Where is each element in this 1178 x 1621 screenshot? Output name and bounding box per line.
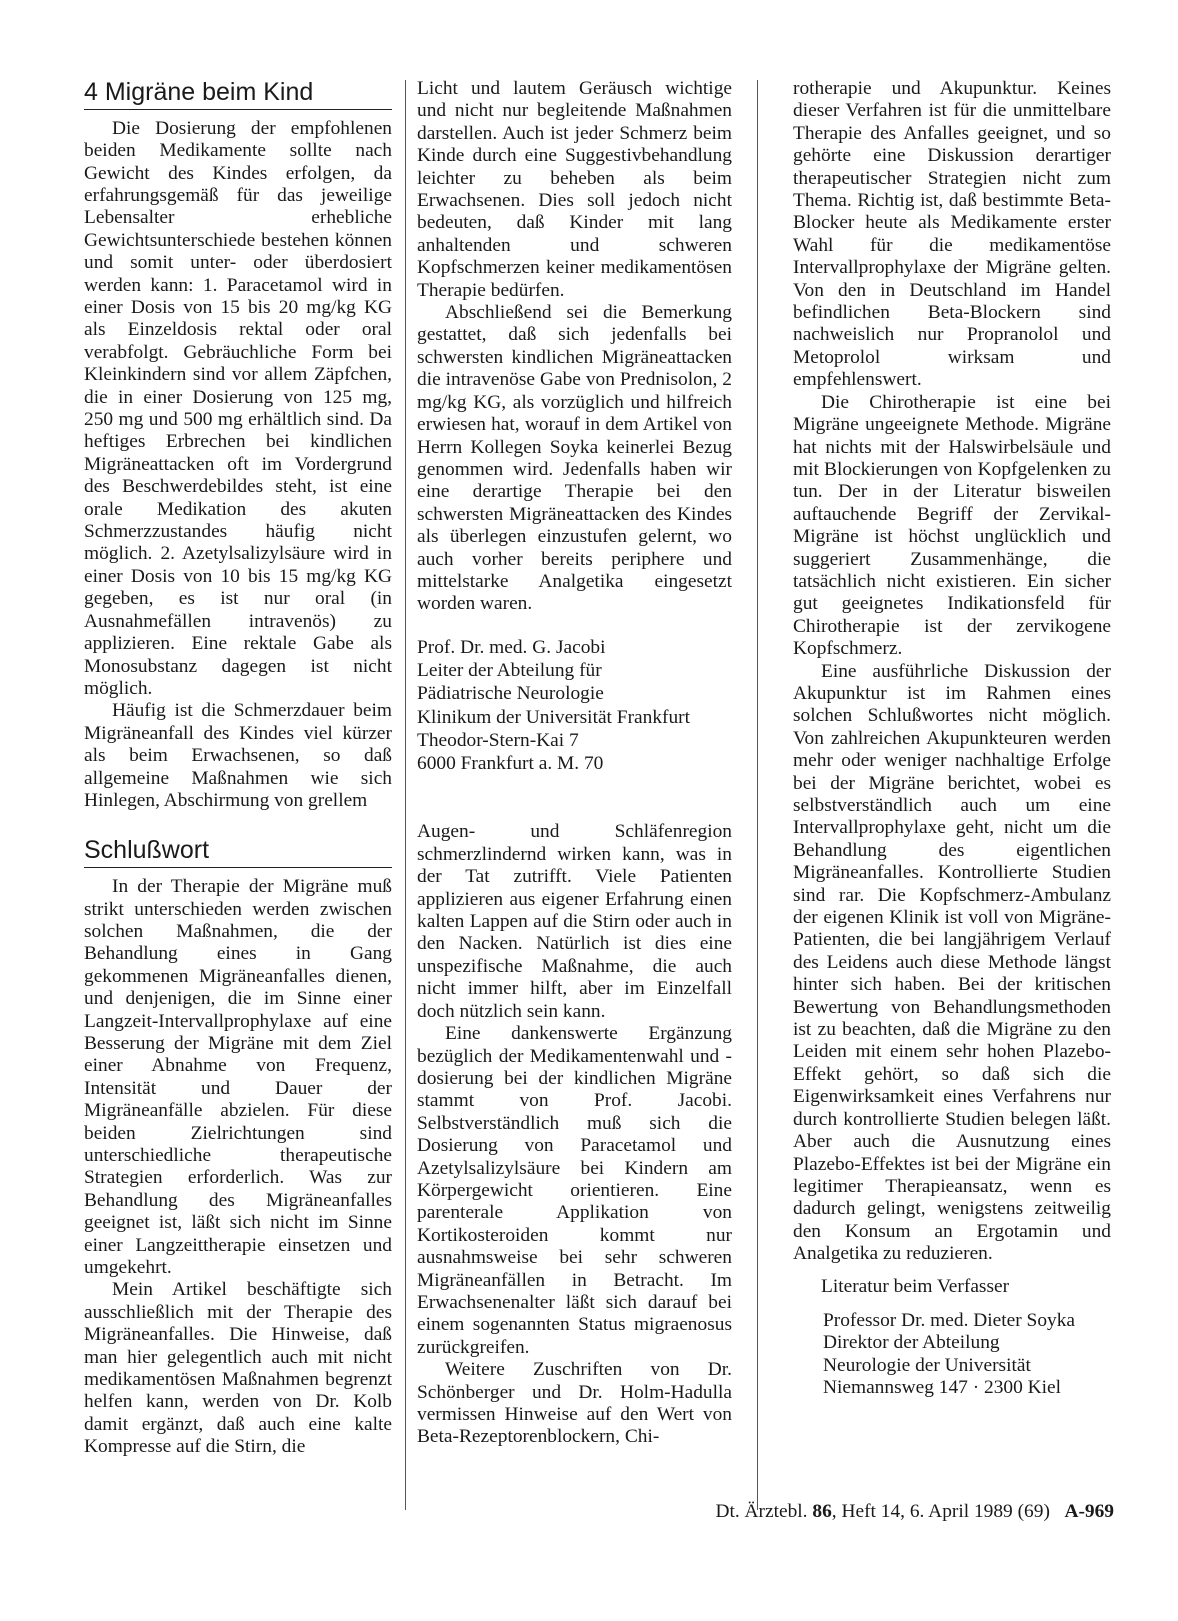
- volume-number: 86: [812, 1501, 832, 1522]
- page-footer: [715, 1501, 1114, 1523]
- paragraph: Abschließend sei die Bemerkung gestattet, daß sich jedenfalls bei schwersten kindlichen Migräneattacken die intravenöse Gabe von Prednisolon, 2 mg/kg KG, als vorzüglich und hilfreich erwiesen hat, worauf in dem Artikel von Herrn Kollegen Soyka keinerlei Bezug genommen wird. Jedenfalls haben wir eine derartige Therapie bei den schwersten Migräneattacken des Kindes als überlegen einzustufen gelernt, wo auch vorher bereits periphere und mittelstarke Analgetika eingesetzt worden waren.: [417, 302, 732, 615]
- issue-date: , Heft 14, 6. April 1989 (69): [831, 1501, 1050, 1522]
- paragraph: Weitere Zuschriften von Dr. Schönberger und Dr. Holm-Hadulla vermissen Hinweise auf den Wert von Beta-Rezeptorenblockern, Chi-: [417, 1359, 732, 1448]
- literature-note: Literatur beim Verfasser: [821, 1275, 1010, 1297]
- signature-line: Neurologie der Universität: [823, 1354, 1031, 1376]
- paragraph: Häufig ist die Schmerzdauer beim Migräneanfall des Kindes viel kürzer als beim Erwachsenen, so daß allgemeine Maßnahmen wie sich Hinlegen, Abschirmung von grellem: [84, 700, 392, 811]
- paragraph: Die Chirotherapie ist eine bei Migräne ungeeignete Methode. Migräne hat nichts mit der Halswirbelsäule und mit Blockierungen von Kopfgelenken zu tun. Der in der Literatur bisweilen auftauchende Begriff der Zervikal-Migräne ist höchst unglücklich und suggeriert Zusammenhänge, die tatsächlich nicht existieren. Ein sicher gut geeignetes Indikationsfeld für Chirotherapie ist der zervikogene Kopfschmerz.: [793, 391, 1111, 660]
- signature-line: 6000 Frankfurt a. M. 70: [417, 753, 604, 775]
- column-divider: [757, 80, 758, 1510]
- paragraph: rotherapie und Akupunktur. Keines dieser Verfahren ist für die unmittelbare Therapie des Anfalles geeignet, und so gehörte eine Diskussion derartiger therapeutischer Strategien nicht zum Thema. Richtig ist, daß bestimmte Beta-Blocker heute als Medikamente erster Wahl für die medikamentöse Intervallprophylaxe der Migräne gelten. Von den in Deutschland im Handel befindlichen Beta-Blockern sind nachweislich nur Propranolol und Metoprolol wirksam und empfehlenswert.: [793, 78, 1111, 391]
- signature-line: Leiter der Abteilung für: [417, 660, 602, 682]
- section-title: Schlußwort: [84, 836, 392, 868]
- column-2: [417, 78, 732, 1449]
- column-3: [793, 78, 1111, 1400]
- signature-line: Pädiatrische Neurologie: [417, 683, 604, 705]
- paragraph: Die Dosierung der empfohlenen beiden Medikamente sollte nach Gewicht des Kindes erfolgen, da erfahrungsgemäß für das jeweilige Lebensalter erhebliche Gewichtsunterschiede bestehen können und somit unter- oder überdosiert werden kann: 1. Paracetamol wird in einer Dosis von 15 bis 20 mg/kg KG als Einzeldosis rektal oder oral verabfolgt. Gebräuchliche Form bei Kleinkindern sind vor allem Zäpfchen, die in einer Dosierung von 125 mg, 250 mg und 500 mg erhältlich sind. Da heftiges Erbrechen bei kindlichen Migräneattacken oft im Vordergrund des Beschwerdebildes steht, ist eine orale Medikation des akuten Schmerzzustandes häufig nicht möglich. 2. Azetylsalizylsäure wird in einer Dosis von 10 bis 15 mg/kg KG gegeben, es ist nur oral (in Ausnahmefällen intravenös) zu applizieren. Eine rektale Gabe als Monosubstanz dagegen ist nicht möglich.: [84, 117, 392, 699]
- author-signature: [823, 1310, 1111, 1400]
- paragraph: Eine dankenswerte Ergänzung bezüglich der Medikamentenwahl und -dosierung bei der kindlichen Migräne stammt von Prof. Jacobi. Selbstverständlich muß sich die Dosierung von Paracetamol und Azetylsalizylsäure bei Kindern am Körpergewicht orientieren. Eine parenterale Applikation von Kortikosteroiden kommt nur ausnahmsweise bei sehr schweren Migräneanfällen in Betracht. Im Erwachsenenalter läßt sich darauf bei einem sogenannten Status migraenosus zurückgreifen.: [417, 1023, 732, 1358]
- page-number: A-969: [1064, 1501, 1114, 1522]
- column-divider: [405, 80, 406, 1510]
- journal-name: Dt. Ärztebl.: [715, 1501, 808, 1522]
- signature-line: Niemannsweg 147 · 2300 Kiel: [823, 1377, 1062, 1399]
- author-signature: [417, 636, 732, 776]
- section-title: 4 Migräne beim Kind: [84, 78, 392, 110]
- column-1: [84, 78, 392, 1459]
- paragraph: Mein Artikel beschäftigte sich ausschließlich mit der Therapie des Migräneanfalles. Die Hinweise, daß man hier gelegentlich auch mit nicht medikamentösen Maßnahmen begrenzt helfen kann, werden von Dr. Kolb damit ergänzt, daß auch eine kalte Kompresse auf die Stirn, die: [84, 1279, 392, 1458]
- signature-line: Direktor der Abteilung: [823, 1332, 1000, 1354]
- paragraph: Augen- und Schläfenregion schmerzlindernd wirken kann, was in der Tat zutrifft. Viele Patienten applizieren aus eigener Erfahrung einen kalten Lappen auf die Stirn oder auch in den Nacken. Natürlich ist dies eine unspezifische Maßnahme, die auch nicht immer hilft, aber im Einzelfall doch nützlich sein kann.: [417, 821, 732, 1022]
- paragraph: Licht und lautem Geräusch wichtige und nicht nur begleitende Maßnahmen darstellen. Auch ist jeder Schmerz beim Kinde durch eine Suggestivbehandlung leichter zu beheben als beim Erwachsenen. Dies soll jedoch nicht bedeuten, daß Kinder mit lang anhaltenden und schweren Kopfschmerzen keiner medikamentösen Therapie bedürfen.: [417, 78, 732, 301]
- paragraph: Eine ausführliche Diskussion der Akupunktur ist im Rahmen eines solchen Schlußwortes nicht möglich. Von zahlreichen Akupunkteuren werden mehr oder weniger nachhaltige Erfolge bei der Migräne berichtet, wobei es selbstverständlich auch um eine Intervallprophylaxe geht, nicht um die Behandlung des eigentlichen Migräneanfalles. Kontrollierte Studien sind rar. Die Kopfschmerz-Ambulanz der eigenen Klinik ist voll von Migräne-Patienten, die bei langjährigem Verlauf des Leidens auch diese Methode längst hinter sich haben. Bei der kritischen Bewertung von Behandlungsmethoden ist zu beachten, daß die Migräne zu den Leiden mit einem sehr hohen Plazebo-Effekt gehört, so daß sich die Eigenwirksamkeit eines Verfahrens nur durch kontrollierte Studien belegen läßt. Aber auch die Ausnutzung eines Plazebo-Effektes ist bei der Migräne ein legitimer Therapieansatz, wenn es dadurch gelingt, wenigstens zeitweilig den Konsum an Ergotamin und Analgetika zu reduzieren.: [793, 660, 1111, 1265]
- signature-line: Klinikum der Universität Frankfurt: [417, 706, 691, 728]
- signature-line: Prof. Dr. med. G. Jacobi: [417, 636, 606, 658]
- signature-line: Theodor-Stern-Kai 7: [417, 729, 579, 751]
- paragraph: In der Therapie der Migräne muß strikt unterschieden werden zwischen solchen Maßnahmen, die der Behandlung eines in Gang gekommenen Migräneanfalles dienen, und denjenigen, die im Sinne einer Langzeit-Intervallprophylaxe auf eine Besserung der Migräne mit dem Ziel einer Abnahme von Frequenz, Intensität und Dauer der Migräneanfälle abzielen. Für diese beiden Zielrichtungen sind unterschiedliche therapeutische Strategien erforderlich. Was zur Behandlung des Migräneanfalles geeignet ist, läßt sich nicht im Sinne einer Langzeittherapie einsetzen und umgekehrt.: [84, 876, 392, 1278]
- signature-line: Professor Dr. med. Dieter Soyka: [823, 1309, 1076, 1331]
